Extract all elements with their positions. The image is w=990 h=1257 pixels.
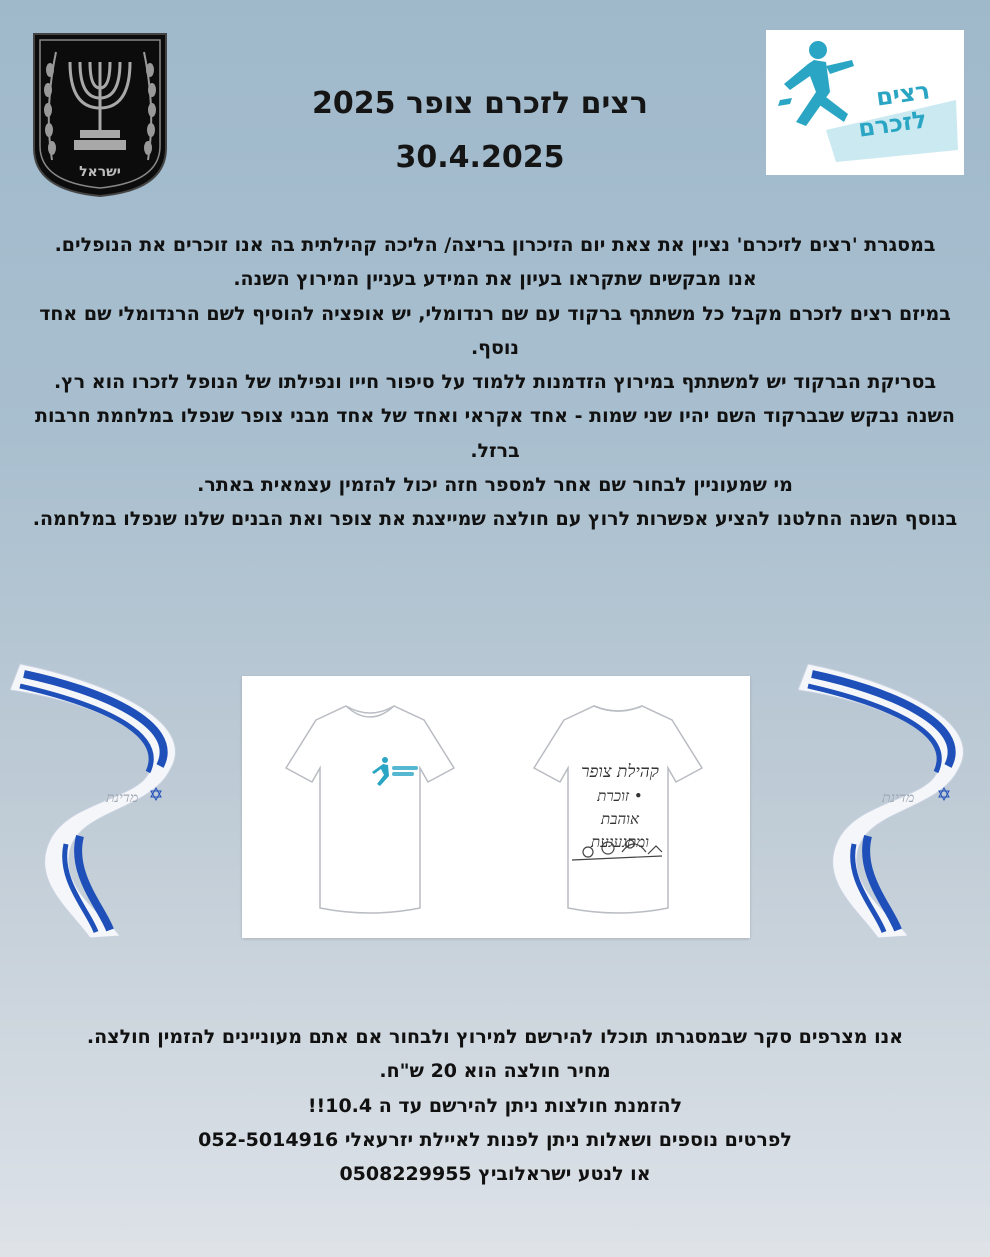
- state-emblem-icon: [30, 30, 170, 200]
- logo-line-2: לזכרם: [856, 105, 929, 143]
- shirt-print-line-3: אוהבת: [600, 810, 639, 828]
- page-title: רצים לזכרם צופר 2025: [312, 86, 648, 121]
- footer-line: לפרטים נוספים ושאלות ניתן לפנות לאיילת יזרעאלי 052-5014916: [198, 1128, 792, 1151]
- shirt-print-line-2: • זוכרת: [597, 787, 643, 805]
- body-paragraph: אנו מבקשים שתקראו בעיון את המידע בעניין המירוץ השנה.: [233, 268, 757, 291]
- footer-text: [18, 1020, 972, 1191]
- body-paragraph: בנוסף השנה החלטנו להציע אפשרות לרוץ עם חולצה שמייצגת את צופר ואת הבנים שלנו שנפלו במלחמה.: [32, 508, 958, 531]
- tshirt-image: [242, 676, 750, 938]
- emblem-caption: ישראל: [79, 164, 121, 180]
- body-text: [18, 228, 972, 537]
- footer-line: או לנטע ישראלוביץ 0508229955: [339, 1163, 651, 1186]
- body-paragraph: השנה נבקש שבברקוד השם יהיו שני שמות - אחד אקראי ואחד של אחד מבני צופר שנפלו במלחמת חרבות ברזל.: [35, 405, 955, 462]
- body-paragraph: בסריקת הברקוד יש למשתתף במירוץ הזדמנות ללמוד על סיפור חייו ונפילתו של הנופל לזכרו הוא רץ.: [53, 371, 937, 394]
- footer-line: אנו מצרפים סקר שבמסגרתו תוכלו להירשם למירוץ ולבחור אם אתם מעוניינים להזמין חולצה.: [86, 1026, 904, 1048]
- logo-line-1: רצים: [874, 76, 932, 112]
- flag-ribbon-right: [798, 660, 988, 940]
- flag-ribbon-left: [10, 660, 200, 940]
- runner-logo-icon: [766, 30, 964, 175]
- state-emblem: [30, 30, 170, 200]
- body-paragraph: מי שמעוניין לבחור שם אחר למספר חזה יכול להזמין עצמאית באתר.: [197, 474, 793, 497]
- body-paragraph: במסגרת 'רצים לזיכרם' נציין את צאת יום הזיכרון בריצה/ הליכה קהילתית בה אנו זוכרים את הנופלים.: [54, 234, 936, 256]
- body-paragraph: במיזם רצים לזכרם מקבל כל משתתף ברקוד עם שם רנדומלי, יש אופציה להוסיף לשם הרנדומלי שם אחד נוסף.: [39, 302, 951, 359]
- bottom-strip: [0, 1242, 990, 1257]
- flag-ribbon-icon: [798, 660, 988, 940]
- event-date: 30.4.2025: [395, 140, 565, 175]
- shirt-print-line-1: קהילת צופר: [581, 762, 659, 782]
- flag-ribbon-icon: [10, 660, 200, 940]
- runners-logo: [766, 30, 964, 175]
- ribbon-watermark: מדינת: [882, 790, 915, 806]
- footer-line: מחיר חולצה הוא 20 ש"ח.: [379, 1060, 611, 1083]
- tshirt-icon: [242, 676, 750, 938]
- shirt-print-line-4: ומתגעגעת: [591, 833, 649, 851]
- footer-line: להזמנת חולצות ניתן להירשם עד ה 10.4!!: [307, 1094, 683, 1117]
- ribbon-watermark: מדינת: [106, 790, 139, 806]
